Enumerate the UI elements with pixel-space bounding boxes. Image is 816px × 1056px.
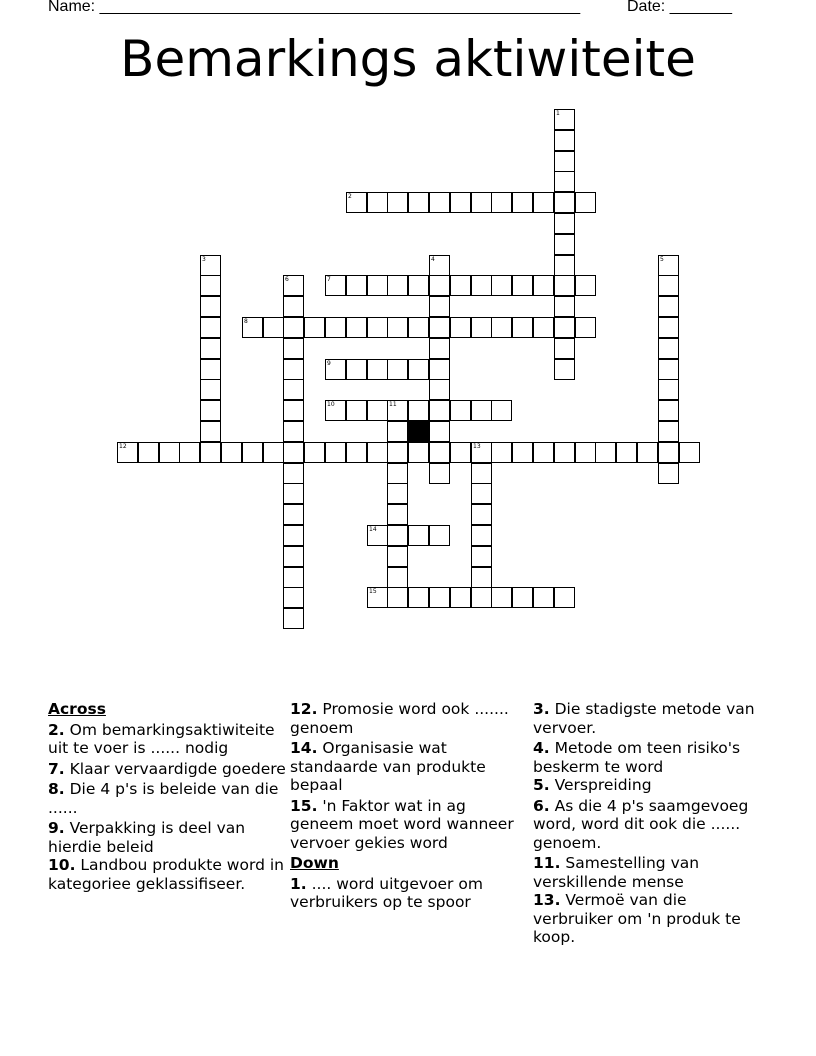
crossword-cell[interactable] xyxy=(554,151,575,172)
crossword-cell[interactable] xyxy=(637,442,658,463)
crossword-cell[interactable] xyxy=(325,275,346,296)
crossword-cell[interactable] xyxy=(283,525,304,546)
crossword-cell[interactable] xyxy=(367,400,388,421)
crossword-cell[interactable] xyxy=(450,192,471,213)
crossword-cell[interactable] xyxy=(471,317,492,338)
crossword-cell[interactable] xyxy=(491,587,512,608)
crossword-cell[interactable] xyxy=(429,379,450,400)
crossword-cell[interactable] xyxy=(512,587,533,608)
crossword-cell[interactable] xyxy=(325,359,346,380)
crossword-cell[interactable] xyxy=(658,296,679,317)
crossword-cell[interactable] xyxy=(408,587,429,608)
crossword-cell[interactable] xyxy=(138,442,159,463)
crossword-cell[interactable] xyxy=(554,255,575,276)
crossword-cell[interactable] xyxy=(200,359,221,380)
crossword-cell[interactable] xyxy=(159,442,180,463)
crossword-cell[interactable] xyxy=(408,359,429,380)
crossword-cell[interactable] xyxy=(283,421,304,442)
crossword-cell[interactable] xyxy=(658,338,679,359)
clue-across-15: 15. 'n Faktor wat in ag geneem moet word wanneer vervoer gekies word xyxy=(290,796,514,852)
crossword-cell[interactable] xyxy=(367,525,388,546)
crossword-cell[interactable] xyxy=(554,587,575,608)
crossword-cell[interactable] xyxy=(554,359,575,380)
cell-number: 13 xyxy=(473,443,481,450)
crossword-cell[interactable] xyxy=(283,463,304,484)
crossword-cell[interactable] xyxy=(450,442,471,463)
crossword-cell[interactable] xyxy=(325,317,346,338)
crossword-cell[interactable] xyxy=(200,400,221,421)
crossword-cell[interactable] xyxy=(533,192,554,213)
crossword-cell[interactable] xyxy=(658,275,679,296)
crossword-cell[interactable] xyxy=(283,296,304,317)
crossword-cell[interactable] xyxy=(491,275,512,296)
crossword-cell[interactable] xyxy=(408,317,429,338)
crossword-cell[interactable] xyxy=(554,171,575,192)
cell-number: 15 xyxy=(369,588,377,595)
clue-across-12: 12. Promosie word ook ....... genoem xyxy=(290,700,509,737)
crossword-cell[interactable] xyxy=(346,359,367,380)
cell-number: 11 xyxy=(389,401,397,408)
crossword-cell[interactable] xyxy=(575,275,596,296)
crossword-cell[interactable] xyxy=(471,504,492,525)
crossword-cell[interactable] xyxy=(471,525,492,546)
cell-number: 14 xyxy=(369,526,377,533)
cell-number: 6 xyxy=(285,276,289,283)
clue-across-9: 9. Verpakking is deel van hierdie beleid xyxy=(48,819,246,856)
crossword-cell[interactable] xyxy=(658,400,679,421)
crossword-cell[interactable] xyxy=(200,379,221,400)
clue-across-14: 14. Organisasie wat standaarde van produkte bepaal xyxy=(290,739,486,794)
blocked-cell xyxy=(408,421,429,442)
crossword-cell[interactable] xyxy=(554,338,575,359)
clue-column-1 xyxy=(48,700,286,895)
clue-down-3: 3. Die stadigste metode van vervoer. xyxy=(533,700,755,737)
crossword-cell[interactable] xyxy=(283,567,304,588)
crossword-cell[interactable] xyxy=(367,359,388,380)
crossword-cell[interactable] xyxy=(491,442,512,463)
crossword-cell[interactable] xyxy=(658,442,679,463)
crossword-cell[interactable] xyxy=(408,192,429,213)
clue-down-1: 1. .... word uitgevoer om verbruikers op te spoor xyxy=(290,874,483,911)
crossword-cell[interactable] xyxy=(387,483,408,504)
clue-across-8: 8. Die 4 p's is beleide van die ...... xyxy=(48,780,279,817)
crossword-cell[interactable] xyxy=(367,275,388,296)
crossword-cell[interactable] xyxy=(387,192,408,213)
crossword-cell[interactable] xyxy=(491,317,512,338)
crossword-cell[interactable] xyxy=(554,317,575,338)
crossword-cell[interactable] xyxy=(367,192,388,213)
crossword-cell[interactable] xyxy=(429,255,450,276)
cell-number: 5 xyxy=(660,256,664,263)
crossword-cell[interactable] xyxy=(429,463,450,484)
crossword-cell[interactable] xyxy=(491,192,512,213)
crossword-cell[interactable] xyxy=(387,567,408,588)
crossword-cell[interactable] xyxy=(450,587,471,608)
crossword-cell[interactable] xyxy=(658,463,679,484)
crossword-cell[interactable] xyxy=(658,359,679,380)
cell-number: 3 xyxy=(202,256,206,263)
crossword-cell[interactable] xyxy=(200,421,221,442)
crossword-cell[interactable] xyxy=(408,400,429,421)
crossword-cell[interactable] xyxy=(387,275,408,296)
crossword-cell[interactable] xyxy=(200,317,221,338)
crossword-cell[interactable] xyxy=(408,525,429,546)
crossword-cell[interactable] xyxy=(408,275,429,296)
crossword-cell[interactable] xyxy=(512,192,533,213)
crossword-cell[interactable] xyxy=(595,442,616,463)
crossword-cell[interactable] xyxy=(200,338,221,359)
name-field: Name: ______________________________________________________ xyxy=(48,0,581,15)
crossword-cell[interactable] xyxy=(533,442,554,463)
crossword-cell[interactable] xyxy=(575,442,596,463)
clue-down-5: 5. Verspreiding xyxy=(533,776,652,794)
clue-down-11: 11. Samestelling van verskillende mense xyxy=(533,854,700,891)
crossword-cell[interactable] xyxy=(554,275,575,296)
date-field: Date: _______ xyxy=(627,0,732,15)
crossword-cell[interactable] xyxy=(283,338,304,359)
crossword-cell[interactable] xyxy=(221,442,242,463)
crossword-cell[interactable] xyxy=(429,359,450,380)
crossword-cell[interactable] xyxy=(533,587,554,608)
crossword-cell[interactable] xyxy=(429,317,450,338)
crossword-cell[interactable] xyxy=(387,317,408,338)
crossword-cell[interactable] xyxy=(283,275,304,296)
crossword-cell[interactable] xyxy=(242,442,263,463)
crossword-cell[interactable] xyxy=(429,400,450,421)
crossword-cell[interactable] xyxy=(263,442,284,463)
crossword-cell[interactable] xyxy=(387,442,408,463)
crossword-cell[interactable] xyxy=(512,317,533,338)
crossword-cell[interactable] xyxy=(387,359,408,380)
crossword-cell[interactable] xyxy=(450,275,471,296)
cell-number: 4 xyxy=(431,256,435,263)
crossword-cell[interactable] xyxy=(367,317,388,338)
clue-column-3 xyxy=(533,700,771,949)
cell-number: 9 xyxy=(327,360,331,367)
crossword-cell[interactable] xyxy=(283,442,304,463)
crossword-cell[interactable] xyxy=(263,317,284,338)
crossword-cell[interactable] xyxy=(179,442,200,463)
crossword-cell[interactable] xyxy=(346,275,367,296)
crossword-cell[interactable] xyxy=(242,317,263,338)
crossword-cell[interactable] xyxy=(554,234,575,255)
crossword-cell[interactable] xyxy=(283,317,304,338)
across-heading: Across xyxy=(48,700,106,718)
crossword-cell[interactable] xyxy=(429,275,450,296)
crossword-cell[interactable] xyxy=(679,442,700,463)
crossword-cell[interactable] xyxy=(408,442,429,463)
crossword-cell[interactable] xyxy=(387,463,408,484)
crossword-cell[interactable] xyxy=(533,275,554,296)
crossword-cell[interactable] xyxy=(471,567,492,588)
cell-number: 10 xyxy=(327,401,335,408)
clue-across-2: 2. Om bemarkingsaktiwiteite uit te voer is ...... nodig xyxy=(48,720,275,757)
cell-number: 8 xyxy=(244,318,248,325)
cell-number: 7 xyxy=(327,276,331,283)
crossword-cell[interactable] xyxy=(533,317,554,338)
crossword-cell[interactable] xyxy=(512,442,533,463)
crossword-cell[interactable] xyxy=(304,442,325,463)
crossword-cell[interactable] xyxy=(304,317,325,338)
crossword-cell[interactable] xyxy=(471,546,492,567)
crossword-cell[interactable] xyxy=(429,587,450,608)
crossword-cell[interactable] xyxy=(387,587,408,608)
crossword-cell[interactable] xyxy=(200,296,221,317)
crossword-cell[interactable] xyxy=(367,442,388,463)
crossword-cell[interactable] xyxy=(387,546,408,567)
crossword-cell[interactable] xyxy=(283,483,304,504)
crossword-cell[interactable] xyxy=(200,442,221,463)
crossword-cell[interactable] xyxy=(283,504,304,525)
crossword-cell[interactable] xyxy=(283,546,304,567)
crossword-cell[interactable] xyxy=(346,400,367,421)
crossword-cell[interactable] xyxy=(554,296,575,317)
crossword-cell[interactable] xyxy=(471,442,492,463)
crossword-cell[interactable] xyxy=(471,400,492,421)
crossword-cell[interactable] xyxy=(283,379,304,400)
crossword-cell[interactable] xyxy=(346,192,367,213)
cell-number: 12 xyxy=(119,443,127,450)
crossword-cell[interactable] xyxy=(429,296,450,317)
clue-across-10: 10. Landbou produkte word in kategoriee geklassifiseer. xyxy=(48,856,284,893)
crossword-cell[interactable] xyxy=(346,442,367,463)
crossword-cell[interactable] xyxy=(575,317,596,338)
clue-down-4: 4. Metode om teen risiko's beskerm te word xyxy=(533,739,741,776)
clue-down-6: 6. As die 4 p's saamgevoeg word, word dit ook die ...... genoem. xyxy=(533,796,749,852)
crossword-cell[interactable] xyxy=(387,400,408,421)
crossword-cell[interactable] xyxy=(450,400,471,421)
crossword-cell[interactable] xyxy=(658,379,679,400)
crossword-cell[interactable] xyxy=(554,442,575,463)
crossword-cell[interactable] xyxy=(283,608,304,629)
crossword-cell[interactable] xyxy=(554,192,575,213)
crossword-cell[interactable] xyxy=(429,338,450,359)
crossword-cell[interactable] xyxy=(387,504,408,525)
crossword-cell[interactable] xyxy=(471,587,492,608)
crossword-cell[interactable] xyxy=(471,275,492,296)
crossword-cell[interactable] xyxy=(429,421,450,442)
crossword-cell[interactable] xyxy=(200,275,221,296)
crossword-cell[interactable] xyxy=(325,442,346,463)
page-title: Bemarkings aktiwiteite xyxy=(120,30,696,88)
crossword-cell[interactable] xyxy=(117,442,138,463)
crossword-cell[interactable] xyxy=(512,275,533,296)
crossword-cell[interactable] xyxy=(658,255,679,276)
crossword-cell[interactable] xyxy=(387,525,408,546)
crossword-cell[interactable] xyxy=(200,255,221,276)
crossword-cell[interactable] xyxy=(283,359,304,380)
crossword-cell[interactable] xyxy=(429,192,450,213)
crossword-cell[interactable] xyxy=(346,317,367,338)
crossword-cell[interactable] xyxy=(471,192,492,213)
crossword-cell[interactable] xyxy=(575,192,596,213)
crossword-cell[interactable] xyxy=(471,463,492,484)
cell-number: 1 xyxy=(556,110,560,117)
crossword-cell[interactable] xyxy=(658,421,679,442)
clue-column-2 xyxy=(290,700,528,914)
crossword-cell[interactable] xyxy=(554,130,575,151)
crossword-cell[interactable] xyxy=(429,442,450,463)
clue-across-7: 7. Klaar vervaardigde goedere xyxy=(48,759,286,778)
crossword-cell[interactable] xyxy=(429,525,450,546)
crossword-cell[interactable] xyxy=(471,483,492,504)
crossword-cell[interactable] xyxy=(283,587,304,608)
crossword-cell[interactable] xyxy=(387,421,408,442)
down-heading: Down xyxy=(290,854,339,872)
crossword-cell[interactable] xyxy=(283,400,304,421)
crossword-cell[interactable] xyxy=(325,400,346,421)
cell-number: 2 xyxy=(348,193,352,200)
crossword-cell[interactable] xyxy=(450,317,471,338)
crossword-cell[interactable] xyxy=(554,109,575,130)
crossword-cell[interactable] xyxy=(616,442,637,463)
clue-down-13: 13. Vermoë van die verbruiker om 'n produk te koop. xyxy=(533,891,741,946)
crossword-cell[interactable] xyxy=(658,317,679,338)
crossword-cell[interactable] xyxy=(491,400,512,421)
crossword-cell[interactable] xyxy=(554,213,575,234)
crossword-cell[interactable] xyxy=(367,587,388,608)
